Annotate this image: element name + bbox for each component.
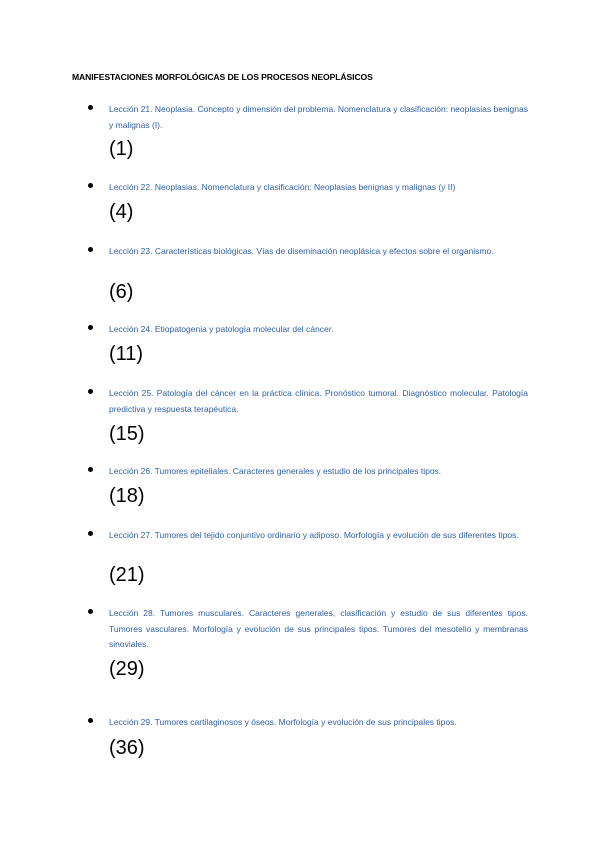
lesson-text: Lección 23. Características biológicas. Vías de diseminación neoplásica y efectos sobre el organismo. <box>109 246 494 256</box>
lesson-text: Lección 29. Tumores cartilaginosos y óseos. Morfología y evolución de sus principales tipos. <box>109 717 457 727</box>
lesson-text: Lección 21. Neoplasia. Concepto y dimensión del problema. Nomenclatura y clasificación: neoplasias benignas y malignas (I). <box>109 104 528 130</box>
lesson-text: Lección 26. Tumores epiteliales. Caracteres generales y estudio de los principales tipos. <box>109 466 442 476</box>
bullet-icon <box>88 247 93 252</box>
page-number: (15) <box>109 423 145 445</box>
lesson-text: Lección 28. Tumores musculares. Caracteres generales, clasificación y estudio de sus diferentes tipos. Tumores vasculares. Morfología y evolución de sus principales tipos. Tumores del mesotelio y membranas sinoviales. <box>109 608 528 649</box>
bullet-icon <box>88 389 93 394</box>
bullet-icon <box>88 609 93 614</box>
lesson-text: Lección 25. Patología del cáncer en la práctica clínica. Pronóstico tumoral. Diagnóstico molecular. Patología predictiva y respuesta terapéutica. <box>109 388 528 414</box>
lesson-text: Lección 27. Tumores del tejido conjuntivo ordinario y adiposo. Morfología y evolución de sus diferentes tipos. <box>109 530 519 540</box>
page-number: (29) <box>109 658 145 680</box>
bullet-icon <box>88 718 93 723</box>
bullet-icon <box>88 467 93 472</box>
page-number: (21) <box>109 564 145 586</box>
bullet-icon <box>88 325 93 330</box>
section-title: MANIFESTACIONES MORFOLÓGICAS DE LOS PROCESOS NEOPLÁSICOS <box>72 72 373 82</box>
page-number: (1) <box>109 138 134 160</box>
page-number: (4) <box>109 201 134 223</box>
page-number: (11) <box>109 343 144 365</box>
lesson-text: Lección 24. Etiopatogenia y patología molecular del cáncer. <box>109 324 334 334</box>
page-number: (6) <box>109 281 134 303</box>
page-number: (36) <box>109 737 145 759</box>
page-number: (18) <box>109 485 145 507</box>
bullet-icon <box>88 183 93 188</box>
bullet-icon <box>88 105 93 110</box>
lesson-text: Lección 22. Neoplasias. Nomenclatura y clasificación: Neoplasias benignas y malignas (y II) <box>109 182 456 192</box>
bullet-icon <box>88 531 93 536</box>
